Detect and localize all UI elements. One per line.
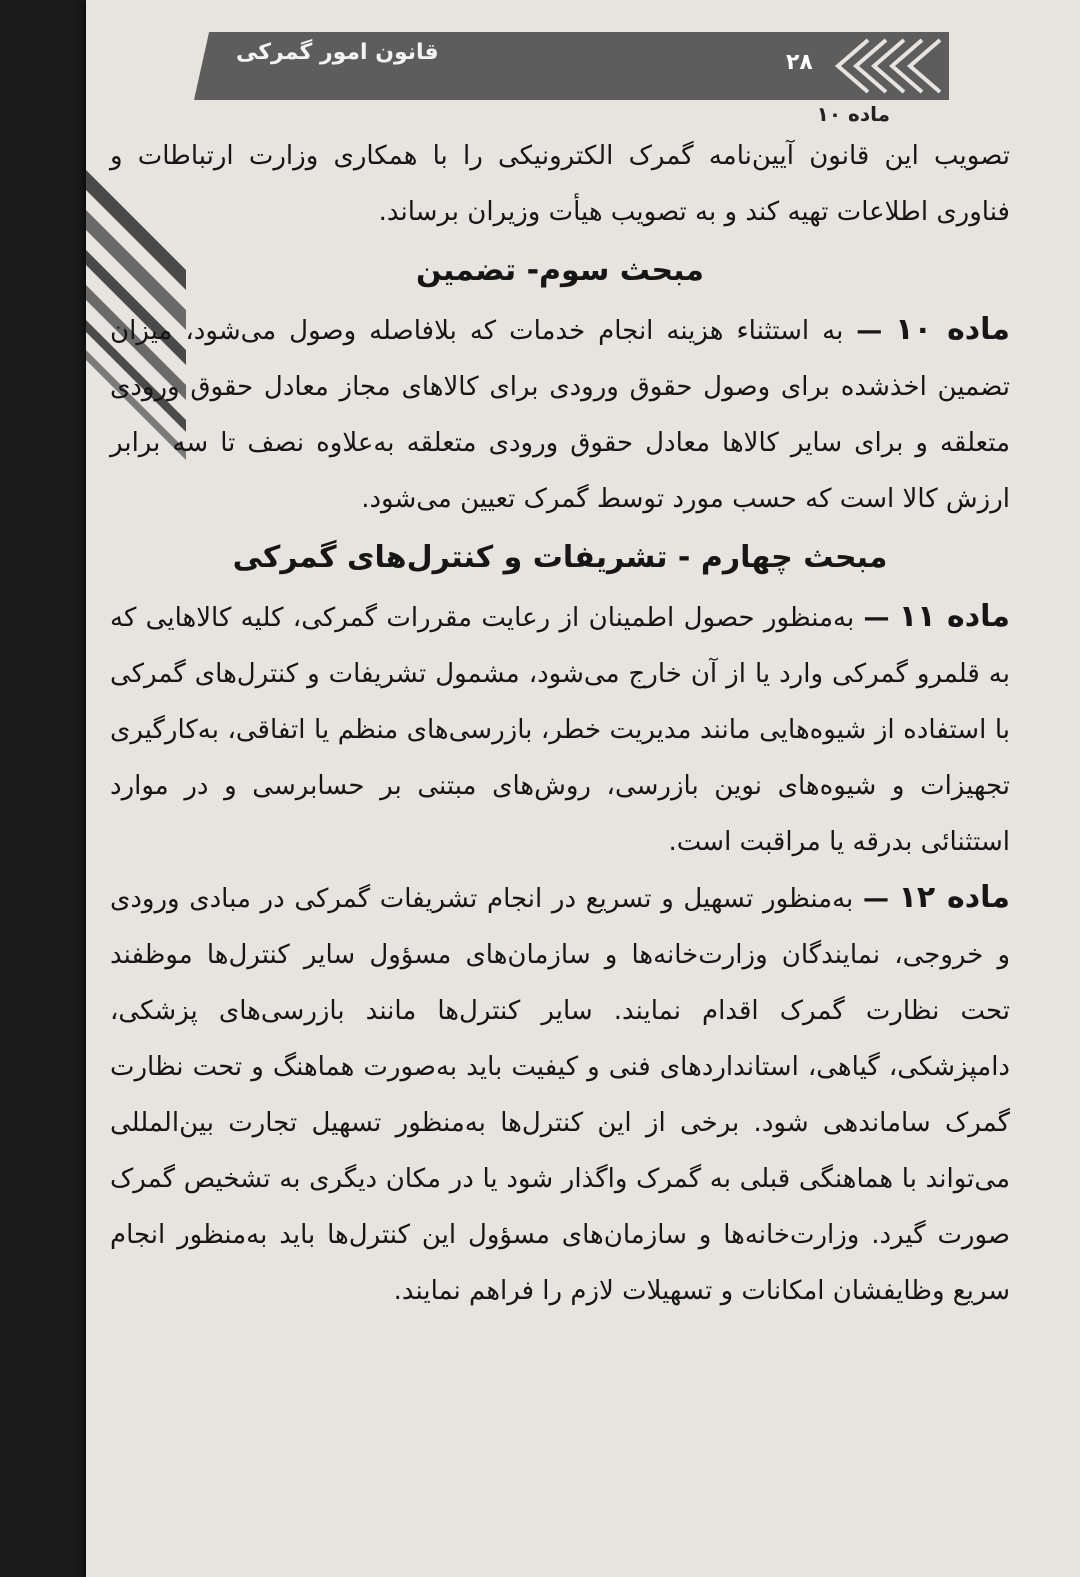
book-page: [86, 0, 1080, 1577]
section-heading-3: مبحث سوم- تضمین: [415, 253, 705, 288]
article-dash: —: [856, 316, 883, 346]
article-label: ماده ۱۱: [898, 599, 1011, 634]
carry-over-article-label: ماده ۱۰: [816, 102, 890, 126]
article-dash: —: [863, 603, 890, 633]
article-text: به‌منظور تسهیل و تسریع در انجام تشریفات گمرکی در مبادی ورودی و خروجی، نمایندگان وزارت‌خانه‌ها و سازمان‌های مسؤول سایر کنترل‌ها موظفند تحت نظارت گمرک اقدام نمایند. سایر کنترل‌ها مانند بازرسی‌های پزشکی، دامپزشکی، گیاهی، استانداردهای فنی و کیفیت باید به‌صورت هماهنگ و تحت نظارت گمرک ساماندهی شود. برخی از این کنترل‌ها به‌منظور تسهیل تجارت بین‌المللی می‌تواند با هماهنگی قبلی به گمرک واگذار شود یا در مکان دیگری به تشخیص گمرک صورت گیرد. وزارت‌خانه‌ها و سازمان‌های مسؤول این کنترل‌ها باید به‌منظور انجام سریع وظایفشان امکانات و تسهیلات لازم را فراهم نمایند.: [110, 884, 1010, 1306]
page-content: [110, 100, 1010, 1319]
article-text: به‌منظور حصول اطمینان از رعایت مقررات گمرکی، کلیه کالاهایی که به قلمرو گمرکی وارد یا از آن خارج می‌شود، مشمول تشریفات و کنترل‌های گمرکی با استفاده از شیوه‌هایی مانند مدیریت خطر، بازرسی‌های منظم یا اتفاقی، به‌کارگیری تجهیزات و شیوه‌های نوین بازرسی، روش‌های مبتنی بر حسابرسی و در موارد استثنائی بدرقه یا مراقبت است.: [110, 603, 1010, 857]
article-12: [110, 870, 1010, 1319]
article-label: ماده ۱۰: [895, 312, 1011, 347]
article-dash: —: [862, 884, 889, 914]
intro-paragraph: تصویب این قانون آیین‌نامه گمرک الکترونیکی را با همکاری وزارت ارتباطات و فناوری اطلاعات تهیه کند و به تصویب هیأت وزیران برساند.: [110, 141, 1010, 227]
page-number: ۲۸: [786, 50, 813, 75]
section-heading-4: مبحث چهارم - تشریفات و کنترل‌های گمرکی: [232, 540, 888, 575]
article-10: [110, 302, 1010, 527]
article-label: ماده ۱۲: [898, 880, 1010, 915]
chevron-arrows-icon: [828, 32, 948, 100]
article-text: به استثناء هزینه انجام خدمات که بلافاصله وصول می‌شود، میزان تضمین اخذشده برای وصول حقوق ورودی برای کالاهای مجاز معادل حقوق ورودی متعلقه و برای سایر کالاها معادل حقوق ورودی متعلقه به‌علاوه نصف تا سه برابر ارزش کالا است که حسب مورد توسط گمرک تعیین می‌شود.: [110, 316, 1010, 514]
article-11: [110, 589, 1010, 870]
running-header-title: قانون امور گمرکی: [236, 40, 439, 65]
